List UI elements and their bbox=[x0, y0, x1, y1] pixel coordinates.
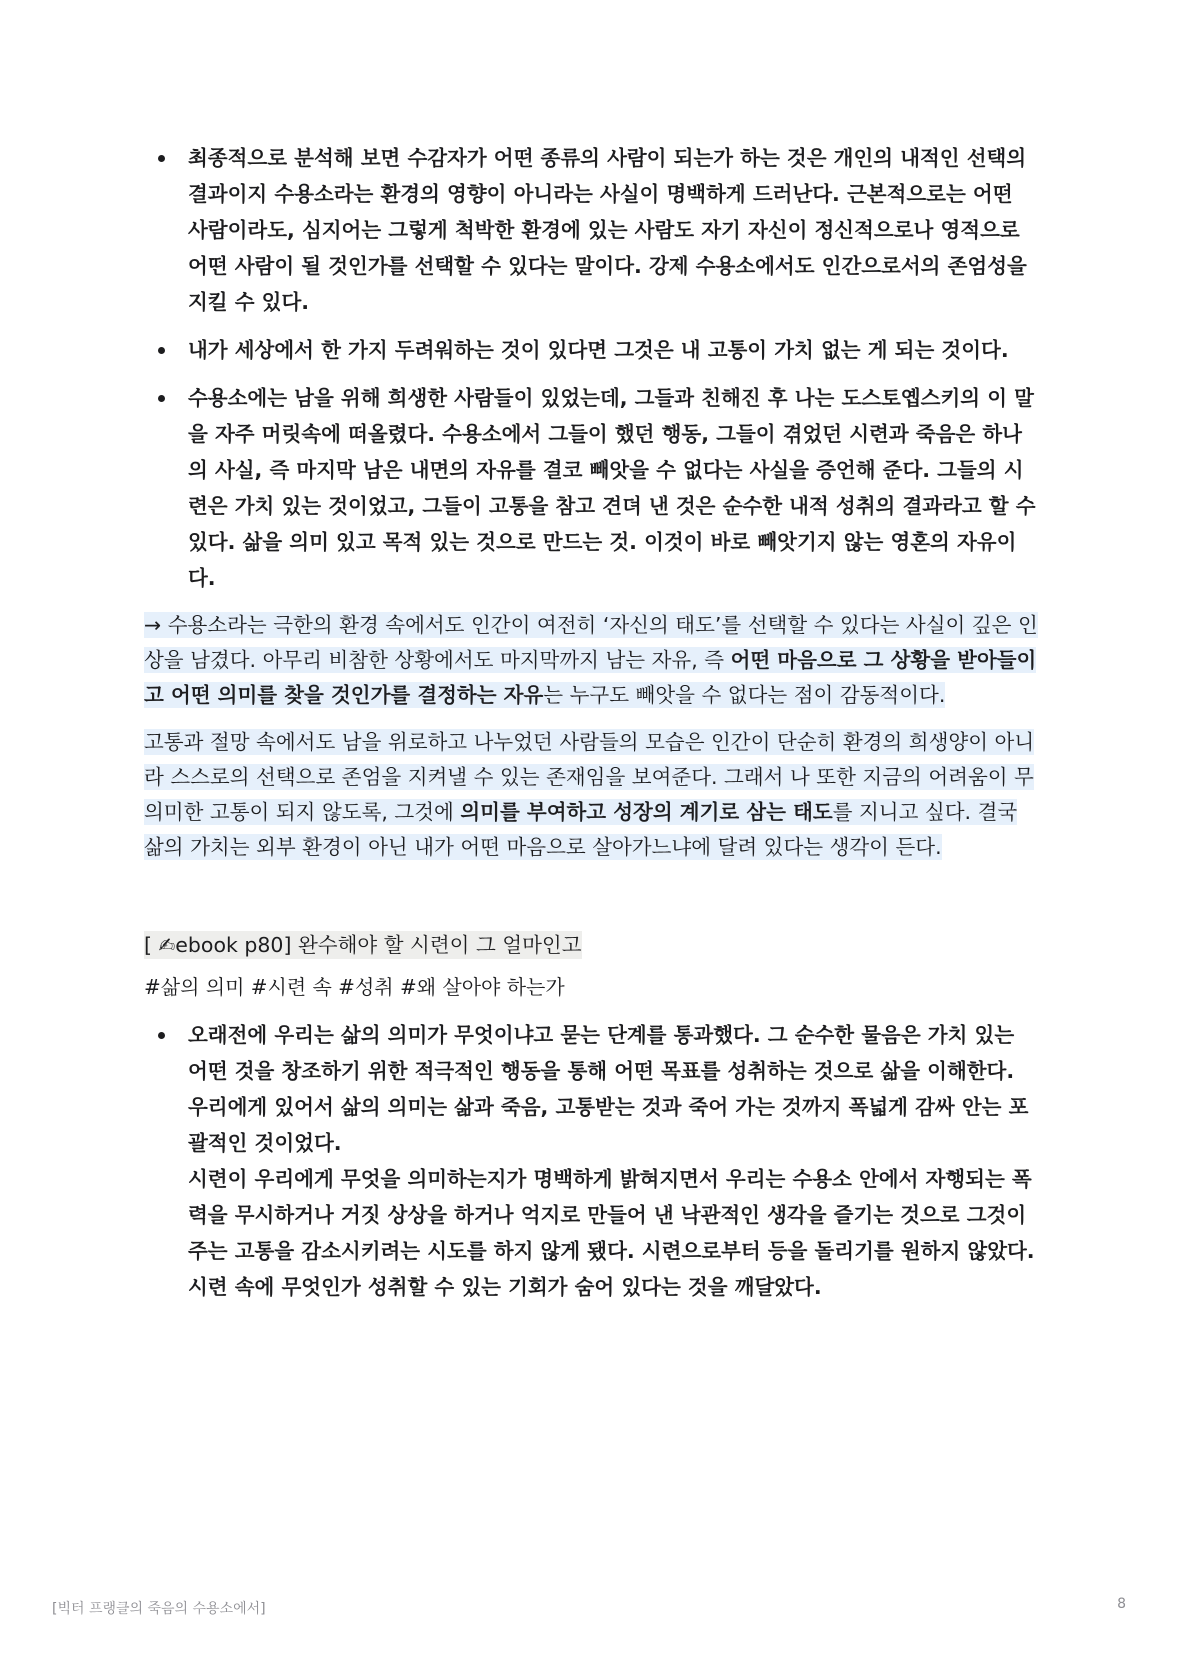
quote-text: 최종적으로 분석해 보면 수감자가 어떤 종류의 사람이 되는가 하는 것은 개인의 내적인 선택의 결과이지 수용소라는 환경의 영향이 아니라는 사실이 명백하게 드러난다. 근본적으로는 어떤 사람이라도, 심지어는 그렇게 척박한 환경에 있는 사람도 자기 자신이 정신적으로나 영적으로 어떤 사람이 될 것인가를 선택할 수 있다는 말이다. 강제 수용소에서도 인간으로서의 존엄성을 지킬 수 있다. bbox=[188, 146, 1027, 314]
quote-text: 내가 세상에서 한 가지 두려워하는 것이 있다면 그것은 내 고통이 가치 없는 게 되는 것이다. bbox=[188, 338, 1009, 362]
hashtags: #삶의 의미 #시련 속 #성취 #왜 살아야 하는가 bbox=[144, 975, 565, 999]
quote-item bbox=[144, 140, 1039, 320]
quote-list-2 bbox=[144, 1017, 1039, 1305]
reflection-text: 고통과 절망 속에서도 남을 위로하고 나누었던 사람들의 모습은 인간이 단순히 환경의 희생양이 아니라 스스로의 선택으로 존엄을 지켜낼 수 있는 존재임을 보여준다. 그래서 나 또한 지금의 어려움이 무의미한 고통이 되지 않도록, 그것에 bbox=[144, 730, 1035, 824]
reflection-text: 를 지니고 싶다. 결국 삶의 가치는 외부 환경이 아닌 내가 어떤 마음으로 살아가느냐에 달려 있다는 생각이 든다. bbox=[144, 800, 1018, 859]
reflection-paragraph-2 bbox=[144, 725, 1039, 865]
quote-item bbox=[144, 332, 1039, 368]
section-heading bbox=[144, 929, 1039, 961]
reflection-text: 는 누구도 빼앗을 수 없다는 점이 감동적이다. bbox=[543, 683, 946, 707]
quote-text: 시련이 우리에게 무엇을 의미하는지가 명백하게 밝혀지면서 우리는 수용소 안에서 자행되는 폭력을 무시하거나 거짓 상상을 하거나 억지로 만들어 낸 낙관적인 생각을 즐기는 것으로 그것이 주는 고통을 감소시키려는 시도를 하지 않게 됐다. 시련으로부터 등을 돌리기를 원하지 않았다. 시련 속에 무엇인가 성취할 수 있는 기회가 숨어 있다는 것을 깨달았다. bbox=[188, 1167, 1035, 1299]
page-number: 8 bbox=[1117, 1596, 1126, 1612]
quote-item bbox=[144, 1017, 1039, 1305]
quote-text: 수용소에는 남을 위해 희생한 사람들이 있었는데, 그들과 친해진 후 나는 도스토옙스키의 이 말을 자주 머릿속에 떠올렸다. 수용소에서 그들이 했던 행동, 그들이 겪었던 시련과 죽음은 하나의 사실, 즉 마지막 남은 내면의 자유를 결코 빼앗을 수 없다는 사실을 증언해 준다. 그들의 시련은 가치 있는 것이었고, 그들이 고통을 참고 견뎌 낸 것은 순수한 내적 성취의 결과라고 할 수 있다. 삶을 의미 있고 목적 있는 것으로 만드는 것. 이것이 바로 빼앗기지 않는 영혼의 자유이다. bbox=[188, 386, 1036, 590]
footer-title: [빅터 프랭클의 죽음의 수용소에서] bbox=[52, 1601, 266, 1617]
reflection-text: → 수용소라는 극한의 환경 속에서도 인간이 여전히 ‘자신의 태도’를 선택할 수 있다는 사실이 깊은 인상을 남겼다. 아무리 비참한 상황에서도 마지막까지 남는 자유, 즉 bbox=[144, 613, 1038, 672]
reflection-emphasis: 어떤 마음으로 그 상황을 받아들이고 어떤 의미를 찾을 것인가를 결정하는 자유 bbox=[144, 648, 1037, 707]
source-reference: ebook p80] bbox=[175, 933, 292, 957]
quote-item bbox=[144, 380, 1039, 596]
quote-list-1 bbox=[144, 140, 1039, 596]
writing-hand-icon: ✍ bbox=[158, 933, 176, 957]
quote-text: 오래전에 우리는 삶의 의미가 무엇이냐고 묻는 단계를 통과했다. 그 순수한 물음은 가치 있는 어떤 것을 창조하기 위한 적극적인 행동을 통해 어떤 목표를 성취하는 것으로 삶을 이해한다. 우리에게 있어서 삶의 의미는 삶과 죽음, 고통받는 것과 죽어 가는 것까지 폭넓게 감싸 안는 포괄적인 것이었다. bbox=[188, 1023, 1029, 1155]
section-title: 완수해야 할 시련이 그 얼마인고 bbox=[291, 933, 582, 957]
reflection-emphasis: 의미를 부여하고 성장의 계기로 삼는 태도 bbox=[460, 800, 833, 824]
reflection-paragraph-1 bbox=[144, 608, 1039, 713]
page-content bbox=[144, 140, 1039, 1305]
bracket-open: [ bbox=[144, 933, 159, 957]
